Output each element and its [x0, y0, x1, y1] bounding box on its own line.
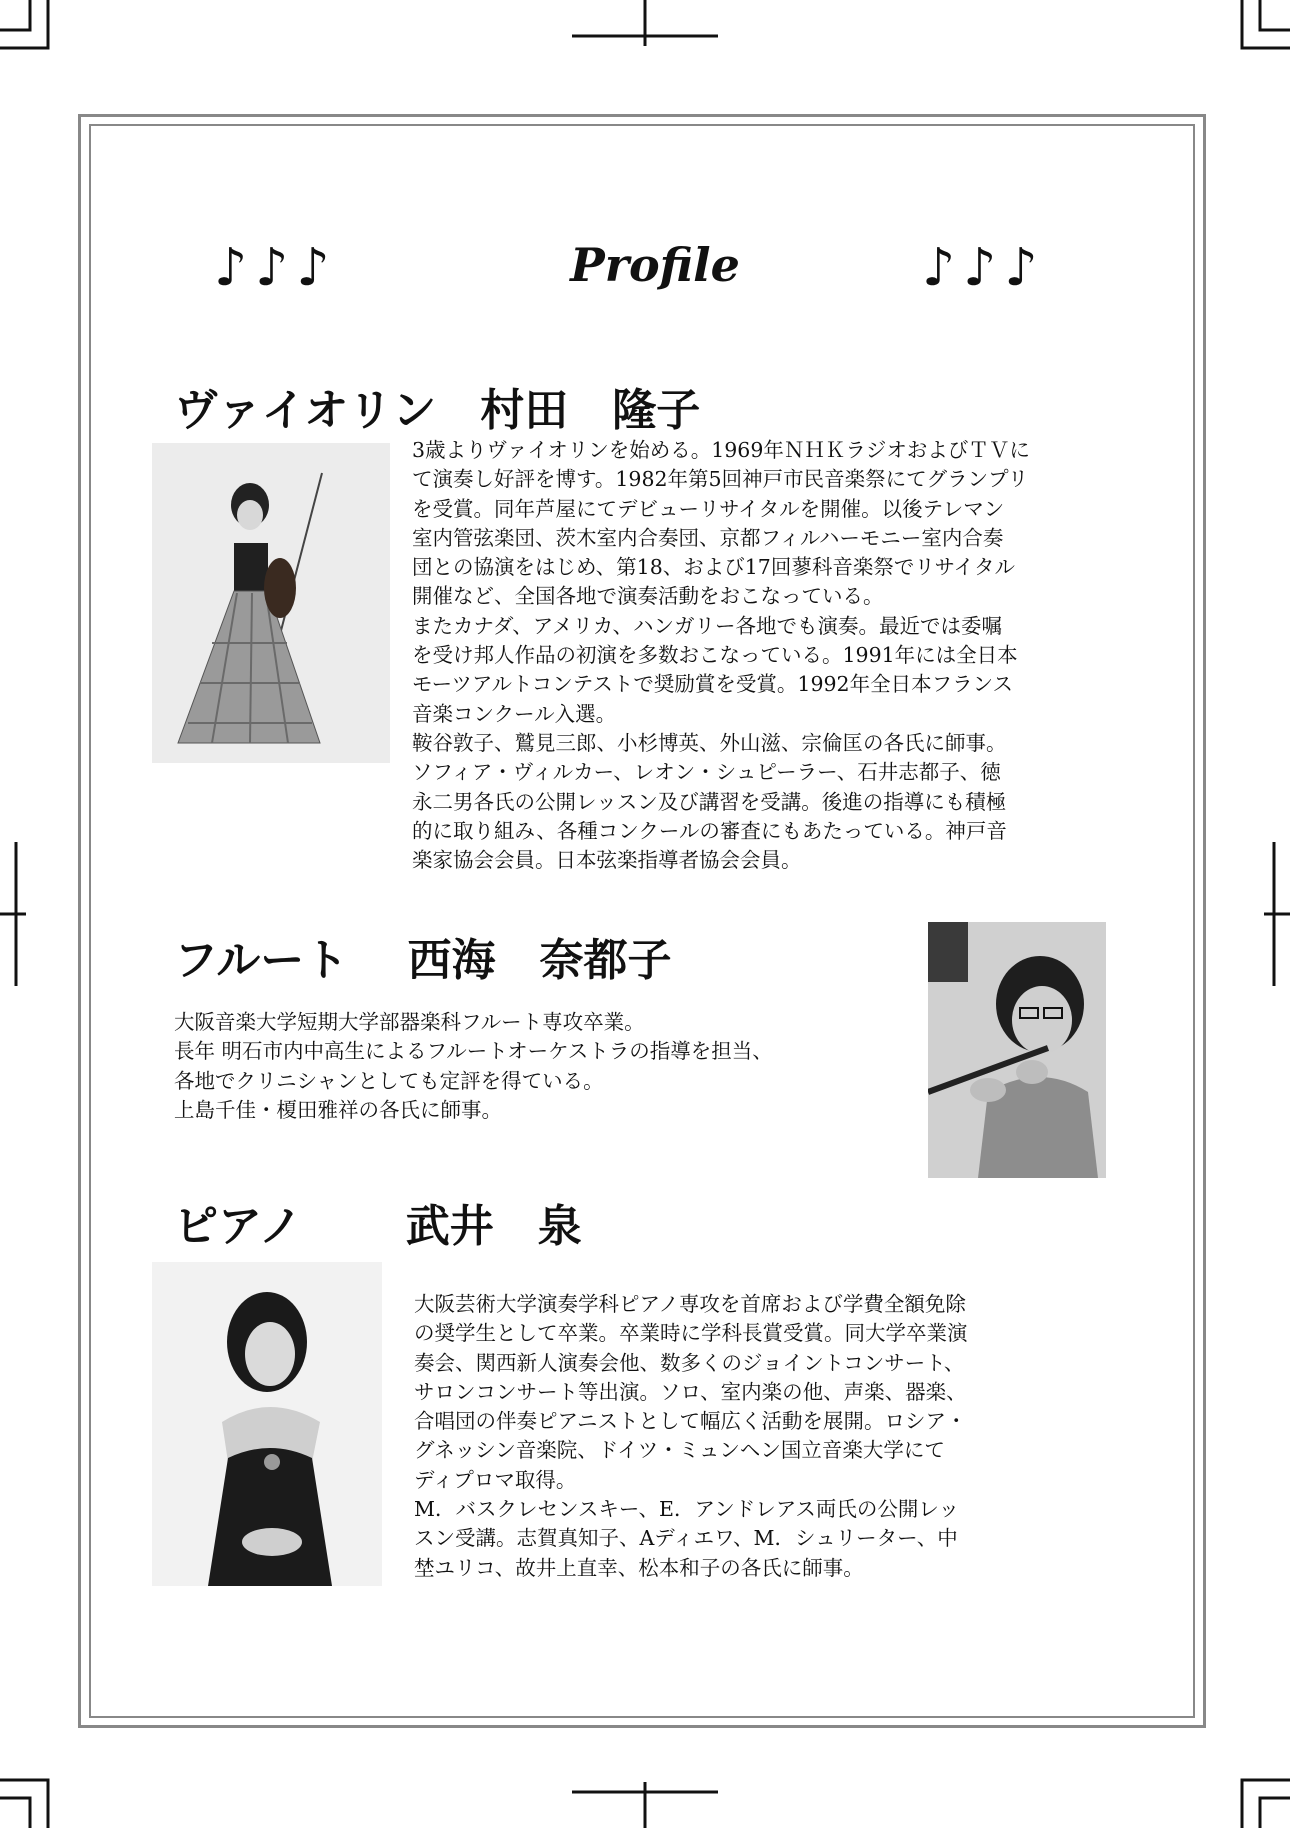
bio-line: 音楽コンクール入選。	[412, 701, 617, 726]
bio-line: モーツアルトコンテストで奨励賞を受賞。1992年全日本フランス	[412, 672, 1013, 697]
bio-line: 奏会、関西新人演奏会他、数多くのジョイントコンサート、	[414, 1350, 965, 1375]
flutist-photo	[928, 922, 1106, 1178]
bio-line: グネッシン音楽院、ドイツ・ミュンヘン国立音楽大学にて	[414, 1438, 945, 1463]
bio-line: サロンコンサート等出演。ソロ、室内楽の他、声楽、器楽、	[414, 1379, 967, 1404]
bio-line: 上島千佳・榎田雅祥の各氏に師事。	[174, 1097, 502, 1122]
bio-line: またカナダ、アメリカ、ハンガリー各地でも演奏。最近では委嘱	[412, 613, 1002, 638]
flute-bio	[174, 1008, 773, 1125]
bio-line: 室内管弦楽団、茨木室内合奏団、京都フィルハーモニー室内合奏	[412, 525, 1004, 550]
bio-line: ソフィア・ヴィルカー、レオン・シュピーラー、石井志都子、徳	[412, 760, 1001, 785]
bio-line: 大阪芸術大学演奏学科ピアノ専攻を首席および学費全額免除	[414, 1292, 966, 1316]
bio-line: スン受講。志賀真知子、Aディエワ、M．シュリーター、中	[414, 1526, 958, 1551]
bio-line: ディプロマ取得。	[414, 1467, 577, 1492]
pianist-photo-image	[152, 1262, 382, 1586]
bio-line: 永二男各氏の公開レッスン及び講習を受講。後進の指導にも積極	[412, 789, 1007, 814]
bio-line: 的に取り組み、各種コンクールの審査にもあたっている。神戸音	[412, 818, 1007, 843]
flutist-photo-image	[928, 922, 1106, 1178]
flute-heading: フルート 西海 奈都子	[174, 935, 672, 986]
bio-line: を受賞。同年芦屋にてデビューリサイタルを開催。以後テレマン	[412, 496, 1005, 521]
bio-line: 開催など、全国各地で演奏活動をおこなっている。	[412, 584, 884, 609]
piano-bio	[414, 1290, 968, 1583]
bio-line: M．バスクレセンスキー、E．アンドレアス両氏の公開レッ	[414, 1497, 960, 1522]
bio-line: 大阪音楽大学短期大学部器楽科フルート専攻卒業。	[174, 1010, 645, 1034]
violinist-photo	[152, 443, 390, 763]
violin-bio	[412, 436, 1030, 875]
bio-line: 団との協演をはじめ、第18、および17回蓼科音楽祭でリサイタル	[412, 555, 1016, 580]
violin-heading: ヴァイオリン 村田 隆子	[174, 385, 701, 436]
violinist-photo-image	[152, 443, 390, 763]
bio-line: 各地でクリニシャンとしても定評を得ている。	[174, 1068, 604, 1093]
bio-line: の奨学生として卒業。卒業時に学科長賞受賞。同大学卒業演	[414, 1321, 968, 1346]
bio-line: 鞍谷敦子、鷲見三郎、小杉博英、外山滋、宗倫匡の各氏に師事。	[412, 730, 1007, 755]
music-notes-right: ♪♪♪	[922, 238, 1046, 298]
bio-line: 楽家協会会員。日本弦楽指導者協会会員。	[412, 848, 802, 873]
piano-heading: ピアノ 武井 泉	[174, 1201, 582, 1252]
bio-line: 合唱団の伴奏ピアニストとして幅広く活動を展開。ロシア・	[414, 1409, 967, 1434]
bio-line: 3歳よりヴァイオリンを始める。1969年ＮＨＫラジオおよびＴＶに	[412, 438, 1030, 462]
bio-line: て演奏し好評を博す。1982年第5回神戸市民音楽祭にてグランプリ	[412, 467, 1029, 492]
music-notes-left: ♪♪♪	[214, 238, 338, 298]
bio-line: 長年 明石市内中高生によるフルートオーケストラの指導を担当、	[174, 1039, 773, 1064]
page-title: Profile	[570, 238, 740, 292]
bio-line: 埜ユリコ、故井上直幸、松本和子の各氏に師事。	[414, 1555, 864, 1580]
bio-line: を受け邦人作品の初演を多数おこなっている。1991年には全日本	[412, 643, 1018, 668]
pianist-photo	[152, 1262, 382, 1586]
